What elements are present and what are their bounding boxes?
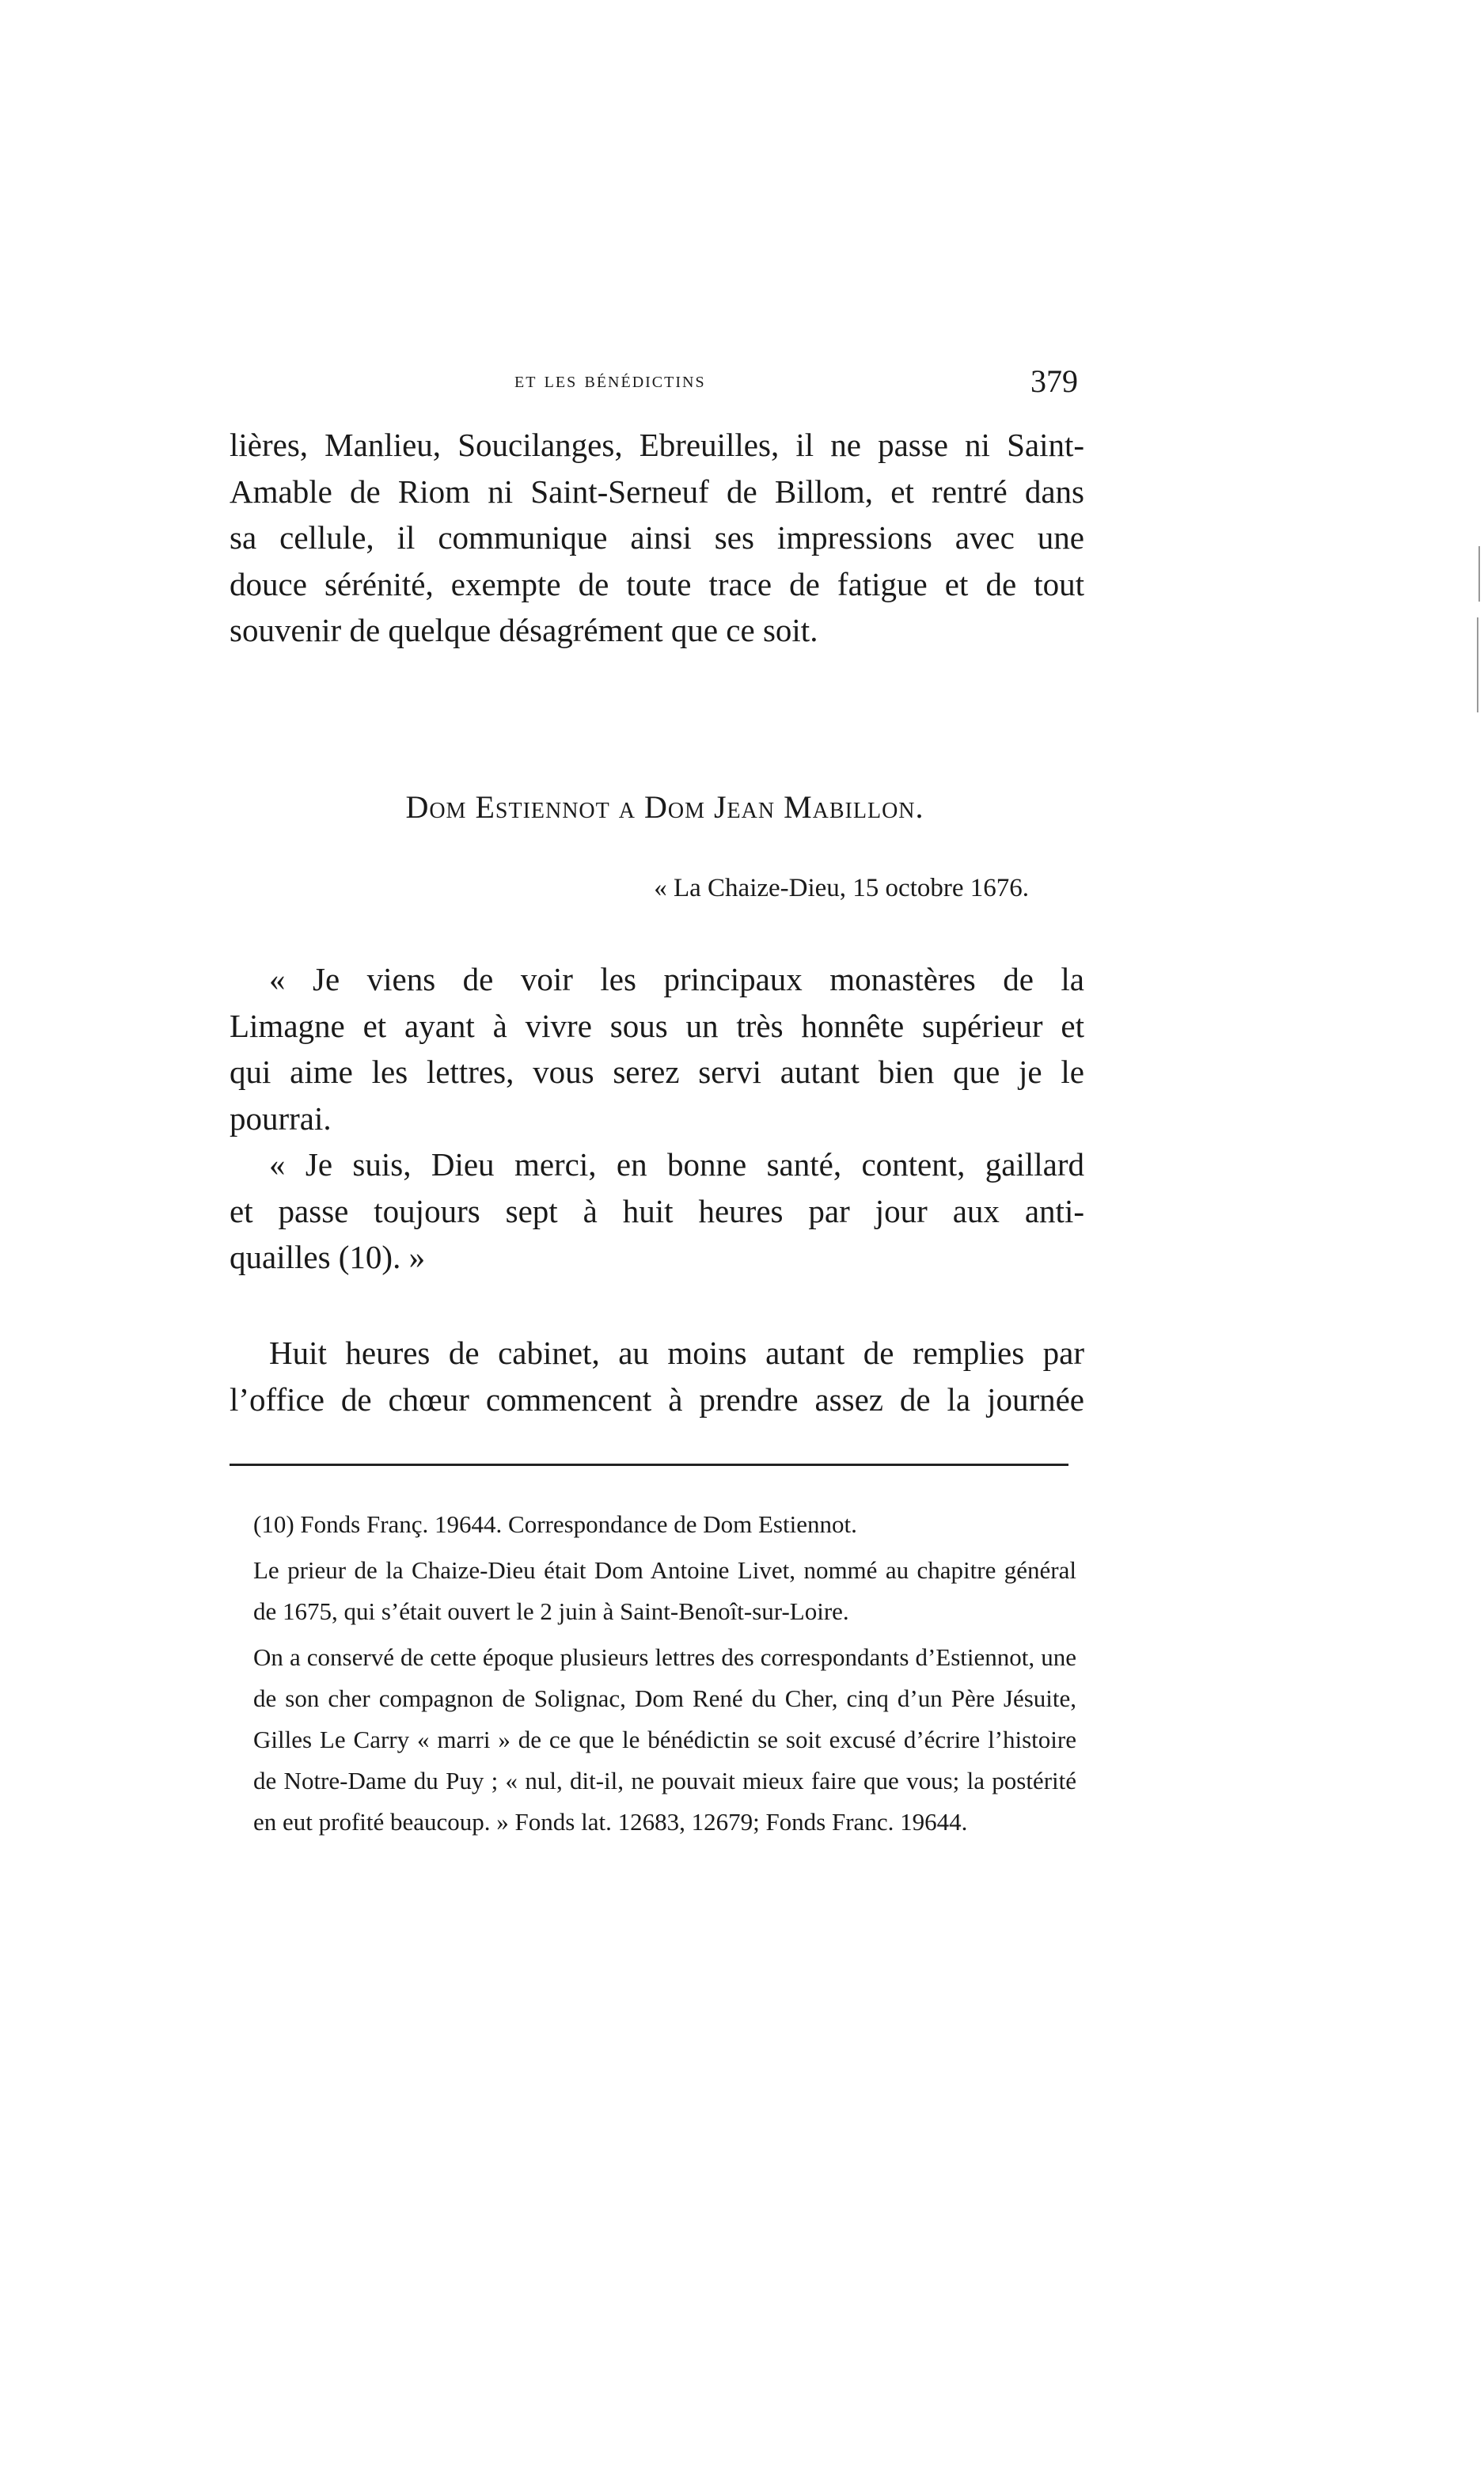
text-line: « Je suis, Dieu merci, en bonne santé, content, gaillard — [269, 1146, 1084, 1183]
opening-paragraph — [230, 422, 1084, 654]
page-number: 379 — [1030, 363, 1078, 399]
footnote-prieur: Le prieur de la Chaize-Dieu était Dom Antoine Livet, nommé au chapitre général de 1675, qui s’était ouvert le 2 juin à Saint-Benoît-sur-Loire. — [253, 1556, 1076, 1625]
text-line: pourrai. — [230, 1099, 332, 1137]
scan-edge-mark — [1477, 617, 1478, 712]
scan-edge-mark — [1478, 546, 1480, 602]
text-line: Huit heures de cabinet, au moins autant de remplies par — [269, 1335, 1084, 1371]
running-head — [230, 363, 1108, 410]
footnote-10: (10) Fonds Franç. 19644. Correspondance de Dom Estiennot. — [253, 1510, 857, 1538]
text-line: « Je viens de voir les principaux monastères de la — [269, 961, 1084, 997]
text-line: quailles (10). » — [230, 1239, 426, 1275]
closing-paragraph — [230, 1330, 1084, 1422]
text-line: lières, Manlieu, Soucilanges, Ebreuilles, il ne passe ni Saint- — [230, 427, 1084, 463]
text-line: l’office de chœur commencent à prendre assez de la journée — [230, 1380, 1084, 1418]
text-line: Amable de Riom ni Saint-Serneuf de Billom, et rentré dans — [230, 473, 1084, 510]
text-line: souvenir de quelque désagrément que ce soit. — [230, 612, 818, 648]
footnotes — [253, 1504, 1076, 1848]
text-line: sa cellule, il communique ainsi ses impressions avec une — [230, 519, 1084, 556]
letter-heading: Dom Estiennot a Dom Jean Mabillon. — [405, 789, 924, 825]
letter-paragraph-1 — [230, 956, 1084, 1141]
running-title: et les bénédictins — [514, 367, 706, 393]
footnote-separator — [230, 1464, 1068, 1466]
text-line: qui aime les lettres, vous serez servi autant bien que je le — [230, 1054, 1084, 1090]
footnote-conserve: On a conservé de cette époque plusieurs lettres des correspondants d’Estiennot, une de son cher compagnon de Solignac, Dom René du Cher, cinq d’un Père Jésuite, Gilles Le Carry « marri » de ce que le bénédictin se soit excusé d’écrire l’histoire de Notre-Dame du Puy ; « nul, dit-il, ne pouvait mieux faire que vous; la postérité en eut profité beaucoup. » Fonds lat. 12683, 12679; Fonds Franc. 19644. — [253, 1643, 1076, 1836]
text-line: douce sérénité, exempte de toute trace de fatigue et de tout — [230, 565, 1084, 602]
text-line: Limagne et ayant à vivre sous un très honnête supérieur et — [230, 1007, 1084, 1044]
letter-date: « La Chaize-Dieu, 15 octobre 1676. — [654, 874, 1029, 902]
text-line: et passe toujours sept à huit heures par jour aux anti- — [230, 1192, 1084, 1229]
letter-paragraph-2 — [230, 1141, 1084, 1281]
